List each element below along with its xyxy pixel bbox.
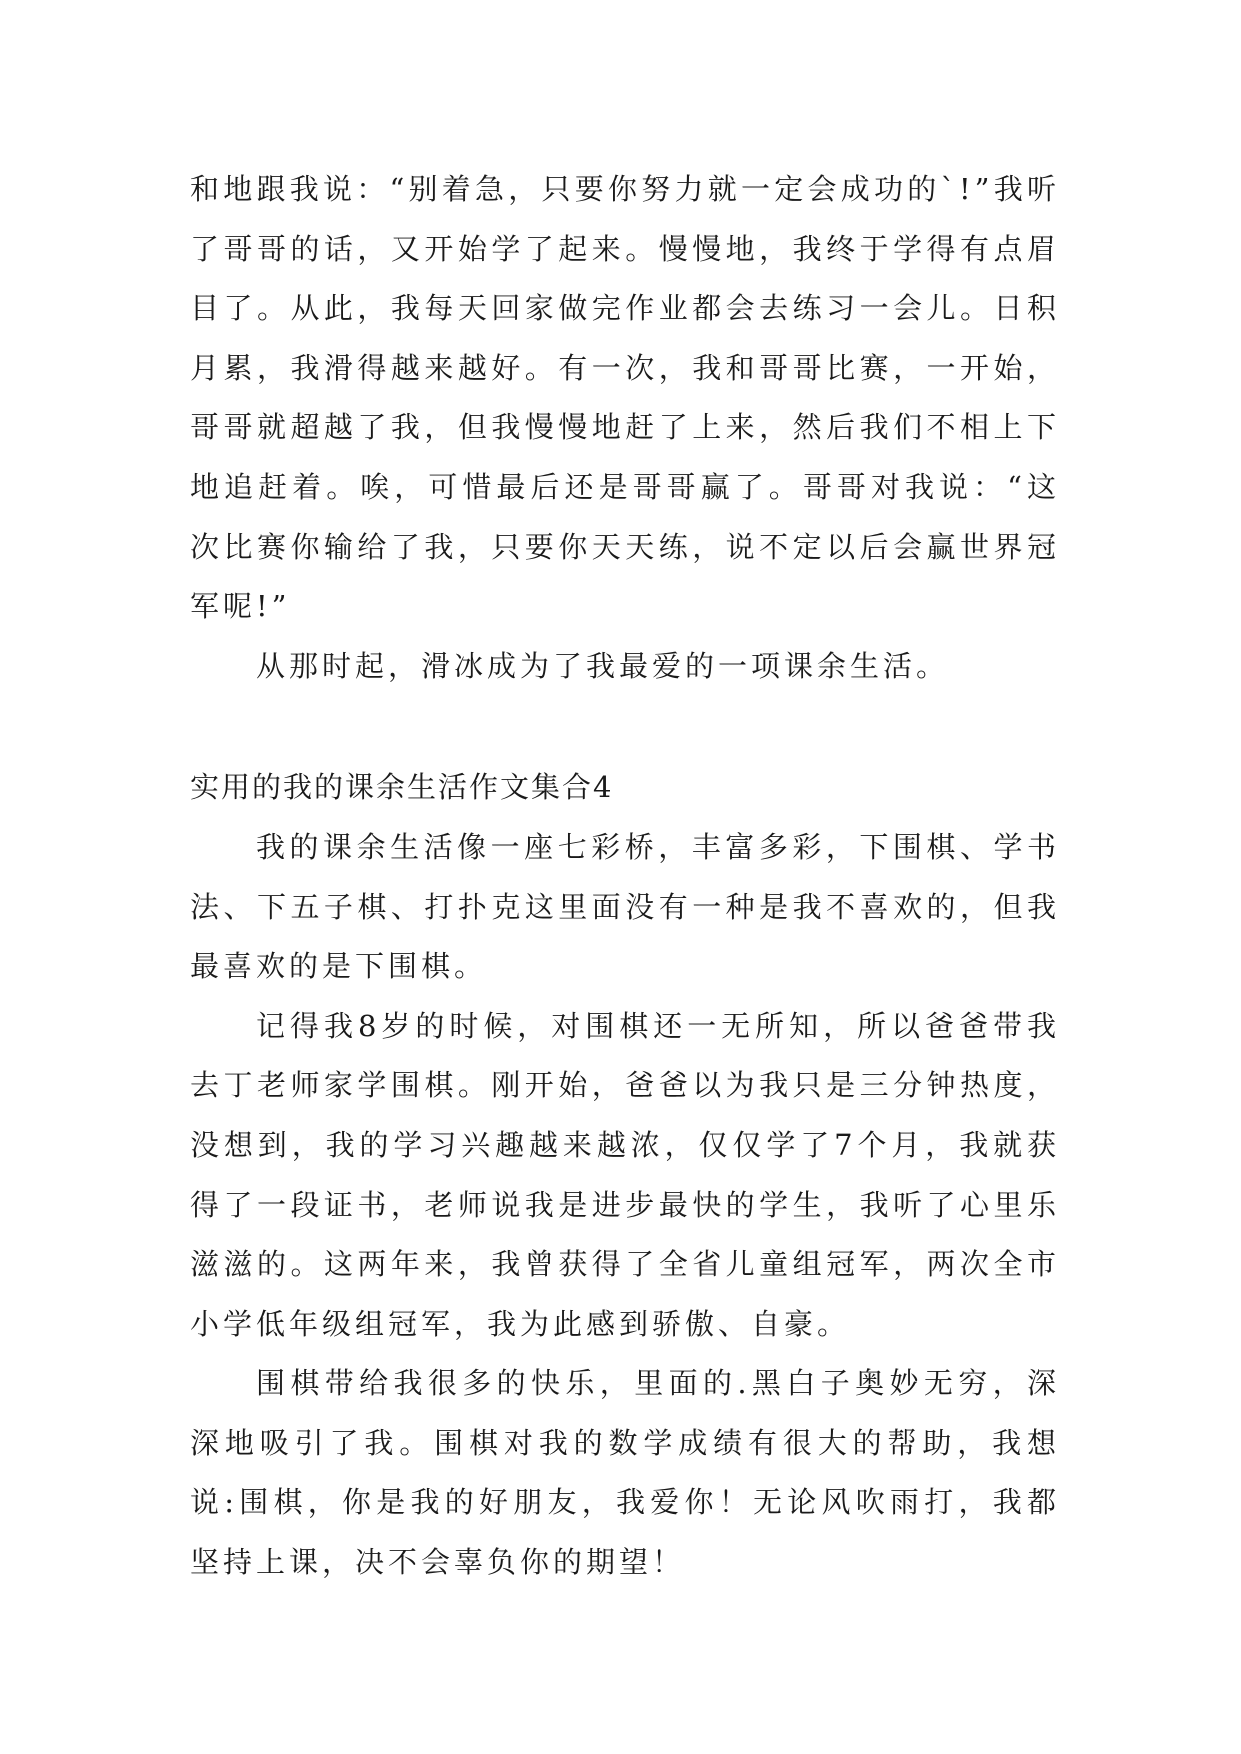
paragraph-intro: 我的课余生活像一座七彩桥，丰富多彩，下围棋、学书法、下五子棋、打扑克这里面没有一种是我不喜欢的，但我最喜欢的是下围棋。 [190,829,1060,984]
paragraph-continuation: 和地跟我说：“别着急，只要你努力就一定会成功的`!”我听了哥哥的话，又开始学了起来。慢慢地，我终于学得有点眉目了。从此，我每天回家做完作业都会去练习一会儿。日积月累，我滑得越来越好。有一次，我和哥哥比赛，一开始，哥哥就超越了我，但我慢慢地赶了上来，然后我们不相上下地追赶着。唉，可惜最后还是哥哥赢了。哥哥对我说：“这次比赛你输给了我，只要你天天练，说不定以后会赢世界冠军呢!” [190,172,1060,624]
document-body [190,160,1060,1593]
paragraph-story: 记得我8岁的时候，对围棋还一无所知，所以爸爸带我去丁老师家学围棋。刚开始，爸爸以为我只是三分钟热度，没想到，我的学习兴趣越来越浓，仅仅学了7个月，我就获得了一段证书，老师说我是进步最快的学生，我听了心里乐滋滋的。这两年来，我曾获得了全省儿童组冠军，两次全市小学低年级组冠军，我为此感到骄傲、自豪。 [190,1008,1060,1341]
essay-heading: 实用的我的课余生活作文集合4 [190,770,614,805]
paragraph-ending: 围棋带给我很多的快乐，里面的.黑白子奥妙无穷，深深地吸引了我。围棋对我的数学成绩有很大的帮助，我想说:围棋，你是我的好朋友，我爱你！无论风吹雨打，我都坚持上课，决不会辜负你的期望！ [190,1366,1060,1580]
paragraph-conclusion: 从那时起，滑冰成为了我最爱的一项课余生活。 [256,648,950,683]
